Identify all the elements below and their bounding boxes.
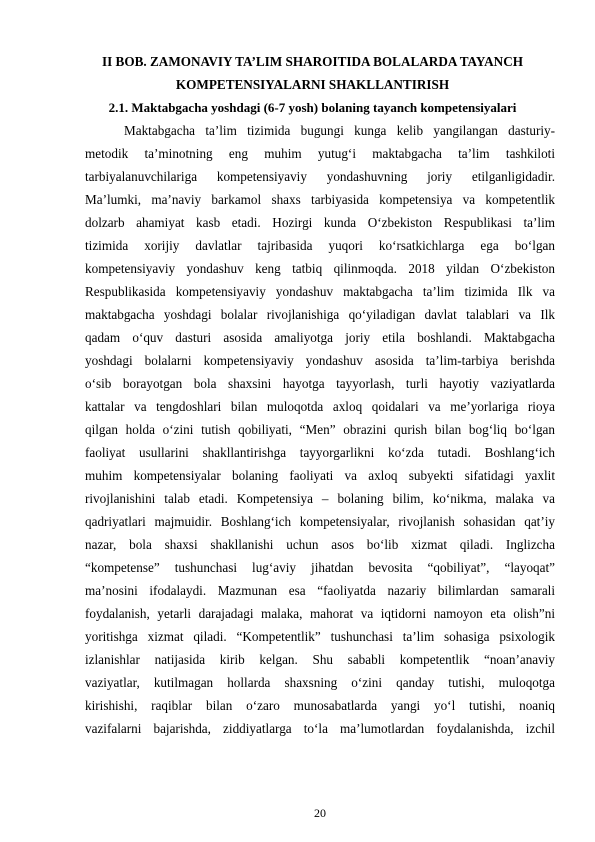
text-line: vazifalarni bajarishda, ziddiyatlarga to‘la ma’lumotlardan foydalanishda, izchil xyxy=(85,721,555,736)
text-line: yoritishga xizmat qiladi. “Kompetentlik” tushunchasi ta’lim sohasiga psixologik xyxy=(85,629,555,644)
text-line: qadam o‘quv dasturi asosida amaliyotga joriy etila boshlandi. Maktabgacha xyxy=(85,330,555,345)
text-line: rivojlanishini talab etadi. Kompetensiya – bolaning bilim, ko‘nikma, malaka va xyxy=(85,491,555,506)
section-title: 2.1. Maktabgacha yoshdagi (6-7 yosh) bolaning tayanch kompetensiyalari xyxy=(108,100,517,115)
text-line: faoliyat usullarini shakllantirishga tayyorgarlikni ko‘zda tutadi. Boshlang‘ich xyxy=(85,445,555,460)
text-line: Maktabgacha ta’lim tizimida bugungi kunga kelib yangilangan dasturiy- xyxy=(124,123,555,138)
text-line: Ma’lumki, ma’naviy barkamol shaxs tarbiyasida kompetensiya va kompetentlik xyxy=(85,192,555,207)
text-line: tarbiyalanuvchilariga kompetensiyaviy yondashuvning joriy etilganligidadir. xyxy=(85,169,555,184)
text-line: yoshdagi bolalarni kompetensiyaviy yondashuv asosida ta’lim-tarbiya berishda xyxy=(85,353,555,368)
chapter-title-line-1: II BOB. ZAMONAVIY TA’LIM SHAROITIDA BOLALARDA TAYANCH xyxy=(102,54,523,69)
text-line: kirishishi, raqiblar bilan o‘zaro munosabatlarda yangi yo‘l tutishi, noaniq xyxy=(85,698,555,713)
text-line: metodik ta’minotning eng muhim yutug‘i maktabgacha ta’lim tashkiloti xyxy=(85,146,555,161)
text-line: ma’nosini ifodalaydi. Mazmunan esa “faoliyatda nazariy bilimlardan samarali xyxy=(85,583,555,598)
text-line: tizimida xorijiy davlatlar tajribasida yuqori ko‘rsatkichlarga ega bo‘lgan xyxy=(85,238,555,253)
text-line: muhim kompetensiyalar bolaning faoliyati va axloq subyekti sifatidagi yaxlit xyxy=(85,468,555,483)
text-line: izlanishlar natijasida kirib kelgan. Shu sababli kompetentlik “noan’anaviy xyxy=(85,652,555,667)
text-line: kattalar va tengdoshlari bilan muloqotda axloq qoidalari va me’yorlariga rioya xyxy=(85,399,555,414)
text-line: nazar, bola shaxsi shakllanishi uchun asos bo‘lib xizmat qiladi. Inglizcha xyxy=(85,537,555,552)
text-line: qadriyatlari majmuidir. Boshlang‘ich kompetensiyalar, rivojlanish sohasidan qat’iy xyxy=(85,514,555,529)
text-line: foydalanish, yetarli darajadagi malaka, mahorat va iqtidorni namoyon eta olish”ni xyxy=(85,606,555,621)
text-line: Respublikasida kompetensiyaviy yondashuv maktabgacha ta’lim tizimida Ilk va xyxy=(85,284,555,299)
text-line: vaziyatlar, kutilmagan hollarda shaxsning o‘zini qanday tutishi, muloqotga xyxy=(85,675,555,690)
text-line: kompetensiyaviy yondashuv keng tatbiq qilinmoqda. 2018 yildan O‘zbekiston xyxy=(85,261,555,276)
chapter-title-line-2: KOMPETENSIYALARNI SHAKLLANTIRISH xyxy=(175,77,450,92)
text-line: maktabgacha yoshdagi bolalar rivojlanishiga qo‘yiladigan davlat talablari va Ilk xyxy=(85,307,555,322)
text-line: qilgan holda o‘zini tutish qobiliyati, “Men” obrazini qurish bilan bog‘liq bo‘lgan xyxy=(85,422,555,437)
text-line: “kompetense” tushunchasi lug‘aviy jihatdan bevosita “qobiliyat”, “layoqat” xyxy=(85,560,555,575)
text-line: dolzarb ahamiyat kasb etadi. Hozirgi kunda O‘zbekiston Respublikasi ta’lim xyxy=(85,215,555,230)
text-line: o‘sib borayotgan bola shaxsini hayotga tayyorlash, turli hayotiy vaziyatlarda xyxy=(85,376,555,391)
page-number: 20 xyxy=(314,806,326,820)
